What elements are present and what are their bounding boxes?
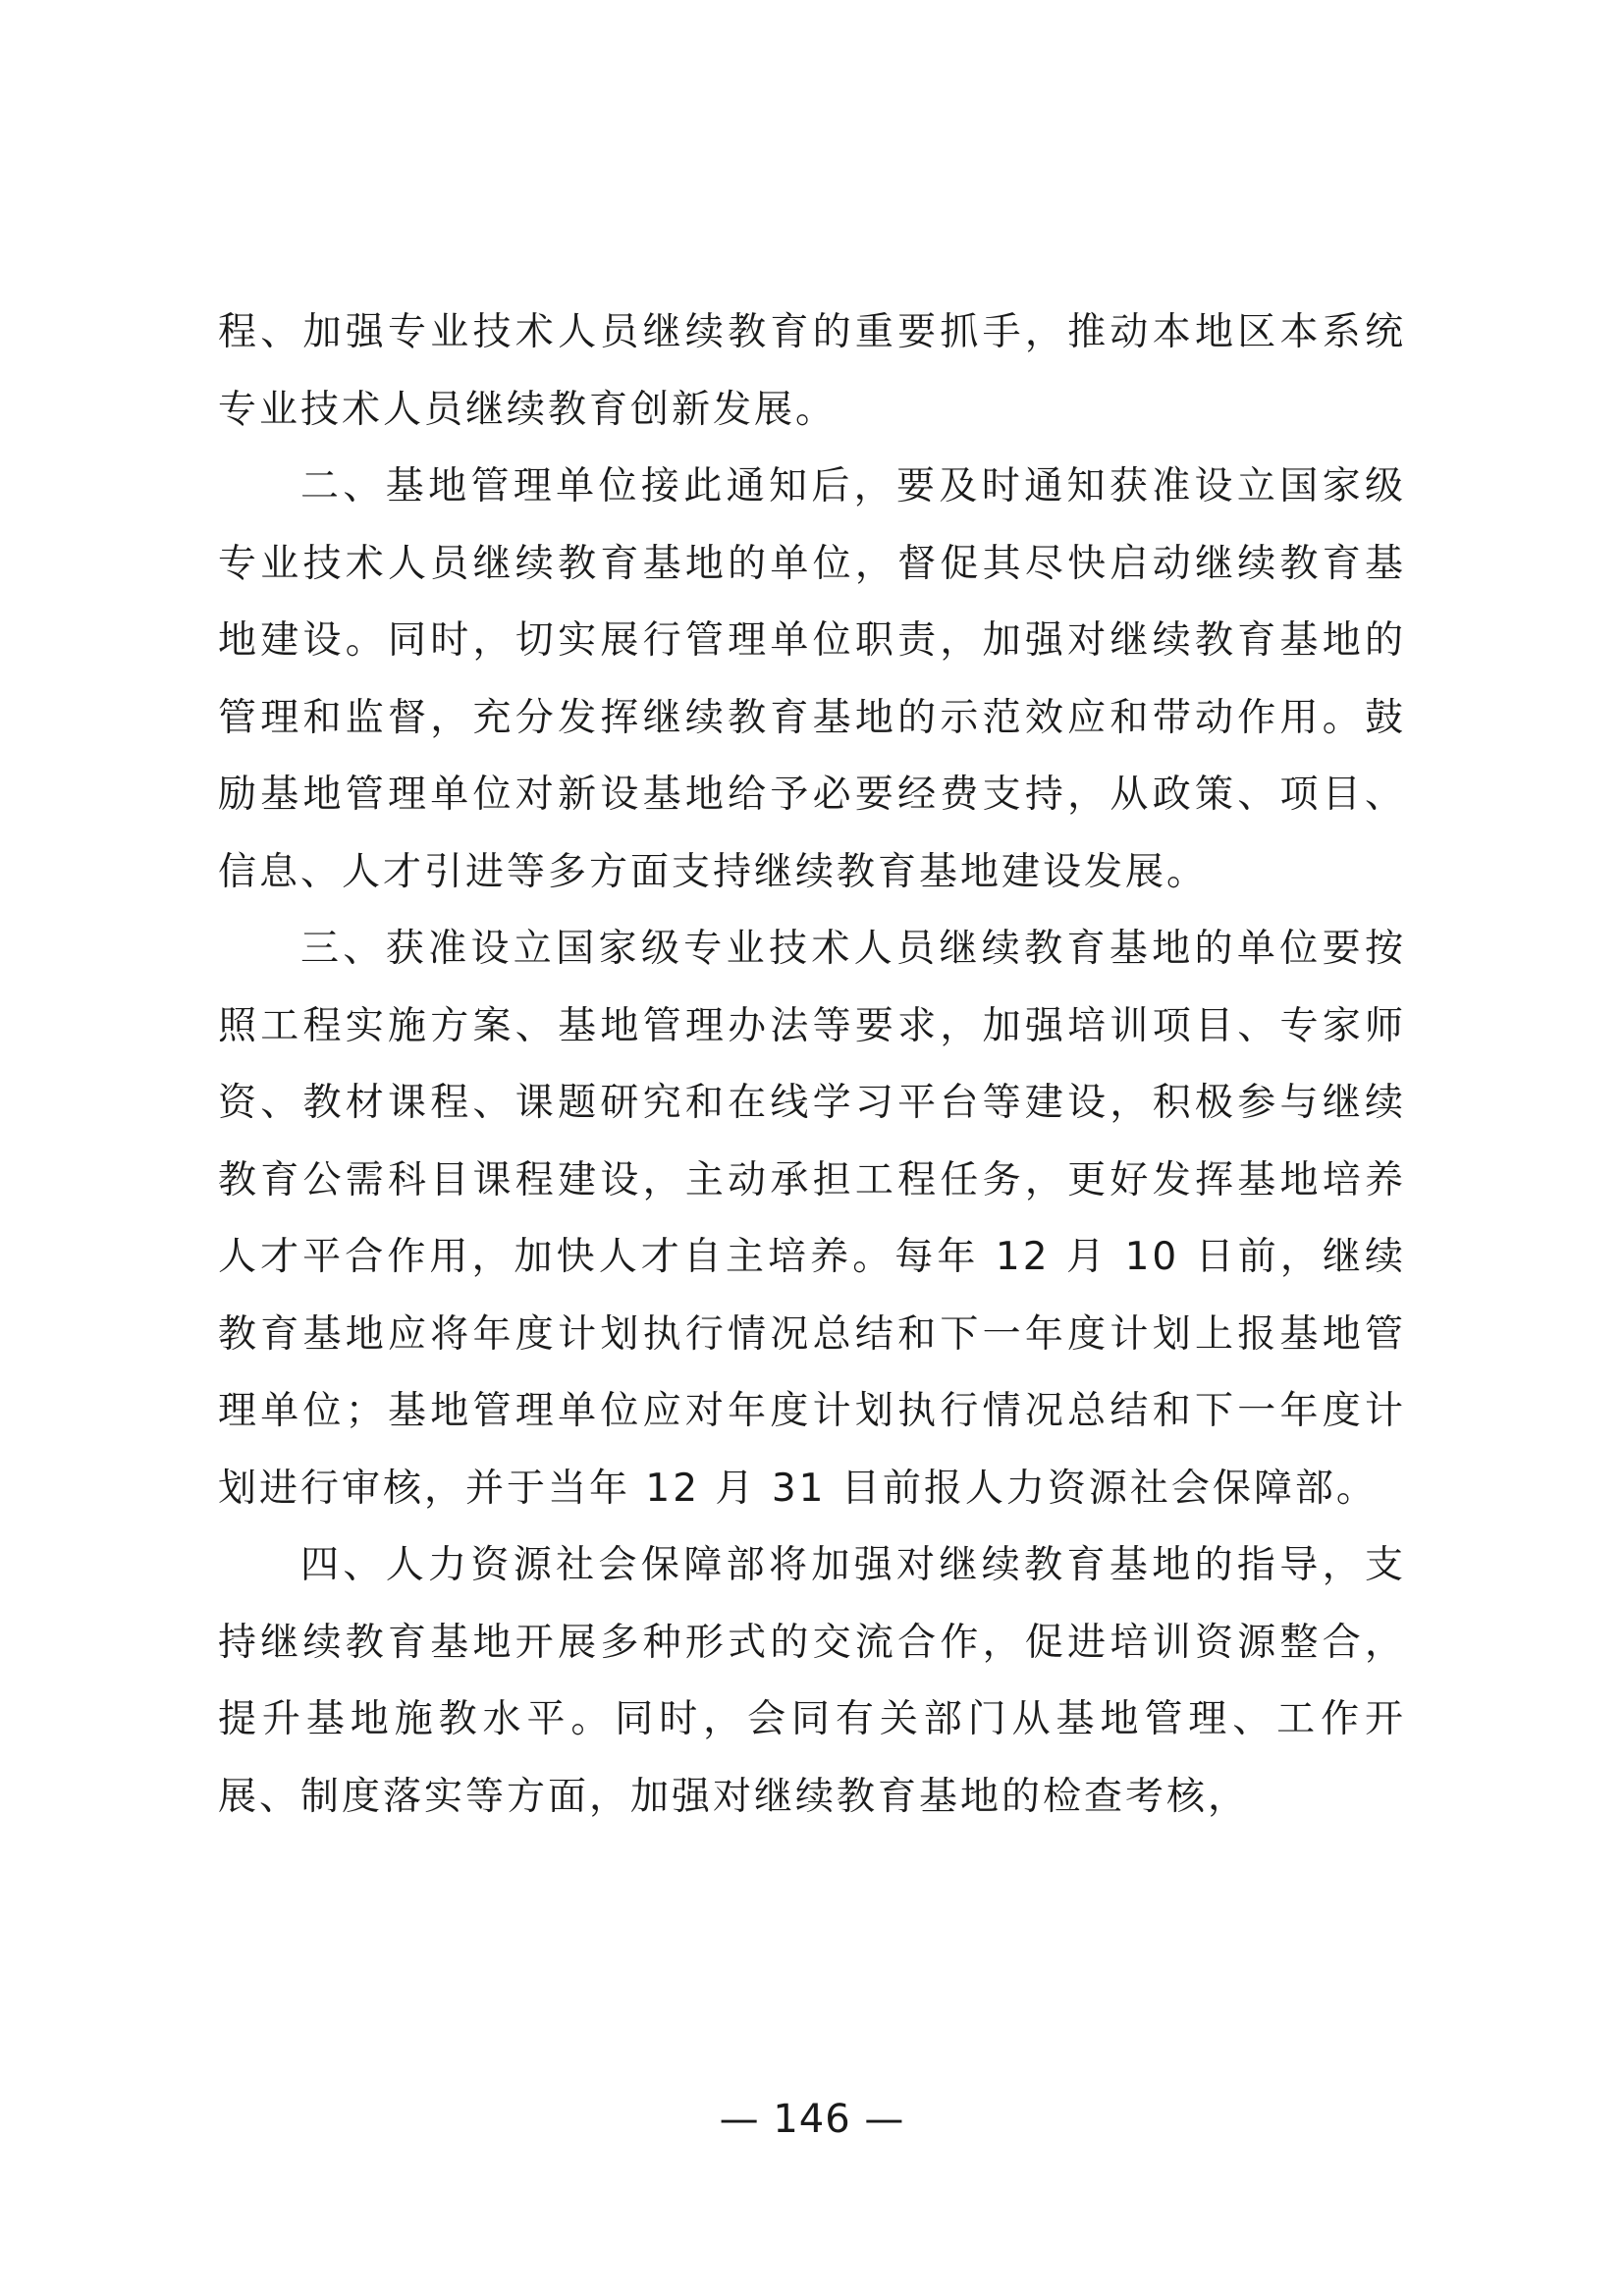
paragraph-2: 二、基地管理单位接此通知后，要及时通知获准设立国家级专业技术人员继续教育基地的单位，督促其尽快启动继续教育基地建设。同时，切实展行管理单位职责，加强对继续教育基地的管理和监督，充分发挥继续教育基地的示范效应和带动作用。鼓励基地管理单位对新设基地给予必要经费支持，从政策、项目、信息、人才引进等多方面支持继续教育基地建设发展。 [218,464,1406,894]
paragraph-4: 四、人力资源社会保障部将加强对继续教育基地的指导，支持继续教育基地开展多种形式的交流合作，促进培训资源整合，提升基地施教水平。同时，会同有关部门从基地管理、工作开展、制度落实等方面，加强对继续教育基地的检查考核， [218,1543,1406,1819]
paragraph-1: 程、加强专业技术人员继续教育的重要抓手，推动本地区本系统专业技术人员继续教育创新发展。 [218,310,1406,432]
document-body [218,294,1406,1836]
paragraph-3: 三、获准设立国家级专业技术人员继续教育基地的单位要按照工程实施方案、基地管理办法等要求，加强培训项目、专家师资、教材课程、课题研究和在线学习平台等建设，积极参与继续教育公需科目课程建设，主动承担工程任务，更好发挥基地培养人才平合作用，加快人才自主培养。每年 12 月 10 日前，继续教育基地应将年度计划执行情况总结和下一年度计划上报基地管理单位；基地管理单位应对年度计划执行情况总结和下一年度计划进行审核，并于当年 12 月 31 目前报人力资源社会保障部。 [218,927,1406,1511]
page-number: — 146 — [719,2097,905,2142]
